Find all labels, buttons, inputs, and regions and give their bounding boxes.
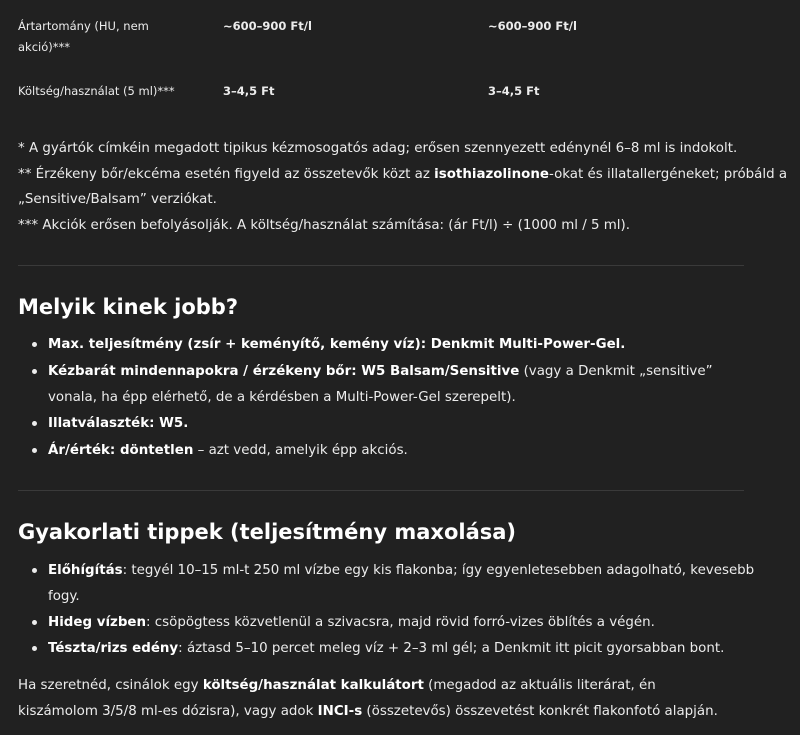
section-heading-who: Melyik kinek jobb? <box>18 295 239 319</box>
table-cell-w5: 3–4,5 Ft <box>488 84 540 98</box>
bullet-icon <box>32 369 37 374</box>
footnote-2-text-end: -okat és illatallergéneket; próbáld a „Sensitive/Balsam” verziókat. <box>18 166 788 207</box>
list-item-bold: Kézbarát mindennapokra / érzékeny bőr: W5 Balsam/Sensitive <box>48 363 520 379</box>
footnote-2-bold: isothiazolinone <box>434 166 549 182</box>
list-item-bold: Max. teljesítmény (zsír + keményítő, kemény víz): Denkmit Multi-Power-Gel. <box>48 337 626 352</box>
bullet-icon <box>32 646 37 651</box>
list-item-bold: Hideg vízben <box>48 615 147 630</box>
divider <box>18 265 744 266</box>
table-cell-w5: ~600–900 Ft/l <box>488 19 577 33</box>
list-item-text: : csöpögtess közvetlenül a szivacsra, majd rövid forró-vizes öblítés a végén. <box>146 615 655 630</box>
table-row-label: Költség/használat (5 ml)*** <box>18 84 175 98</box>
footnote-2-text: ** Érzékeny bőr/ekcéma esetén figyeld az összetevők közt az <box>18 166 435 182</box>
closing-text: (összetevős) összevetést konkrét flakonfotó alapján. <box>362 704 718 719</box>
bullet-icon <box>32 342 37 347</box>
list-item-text: : áztasd 5–10 percet meleg víz + 2–3 ml gél; a Denkmit itt picit gyorsabban bont. <box>178 641 725 656</box>
bullet-icon <box>32 568 37 573</box>
bullet-icon <box>32 620 37 625</box>
bullet-icon <box>32 448 37 453</box>
closing-text: Ha szeretnéd, csinálok egy <box>18 678 203 693</box>
closing-text: (megadod az aktuális literárat, én kiszámolom 3/5/8 ml-es dózisra), vagy adok <box>18 678 656 719</box>
list-item-bold: Tészta/rizs edény <box>48 641 179 656</box>
footnotes <box>18 136 788 238</box>
list-item <box>48 411 760 437</box>
table-cell-denkmit: ~600–900 Ft/l <box>223 19 312 33</box>
closing-paragraph <box>18 673 738 725</box>
table-row-label: Ártartomány (HU, nem akció)*** <box>18 19 149 54</box>
list-item <box>48 438 760 464</box>
footnote-3: *** Akciók erősen befolyásolják. A költség/használat számítása: (ár Ft/l) ÷ (1000 ml / 5 ml). <box>18 217 631 233</box>
list-item-bold: Ár/érték: döntetlen <box>48 442 194 458</box>
section-heading-tips: Gyakorlati tippek (teljesítmény maxolása) <box>18 520 517 544</box>
divider <box>18 490 744 491</box>
who-list <box>18 332 760 464</box>
list-item-bold: Előhígítás <box>48 563 123 578</box>
list-item <box>48 558 760 610</box>
list-item <box>48 332 760 358</box>
list-item-text: – azt vedd, amelyik épp akciós. <box>193 442 408 458</box>
list-item <box>48 610 760 636</box>
list-item-bold: Illatválaszték: W5. <box>48 416 189 431</box>
list-item <box>48 636 760 662</box>
closing-bold: költség/használat kalkulátort <box>202 678 424 693</box>
list-item <box>48 359 760 411</box>
tips-list <box>18 558 760 662</box>
table-cell-denkmit: 3–4,5 Ft <box>223 84 275 98</box>
bullet-icon <box>32 421 37 426</box>
list-item-text: (vagy a Denkmit „sensitive” vonala, ha épp elérhető, de a kérdésben a Multi-Power-Gel szerepelt). <box>48 363 713 405</box>
list-item-text: : tegyél 10–15 ml-t 250 ml vízbe egy kis flakonba; így egyenletesebben adagolható, kevesebb fogy. <box>48 563 755 604</box>
closing-bold: INCI-s <box>317 704 363 719</box>
footnote-1: * A gyártók címkéin megadott tipikus kézmosogatós adag; erősen szennyezett edénynél 6–8 ml is indokolt. <box>18 141 738 156</box>
footnote-2 <box>18 162 788 213</box>
